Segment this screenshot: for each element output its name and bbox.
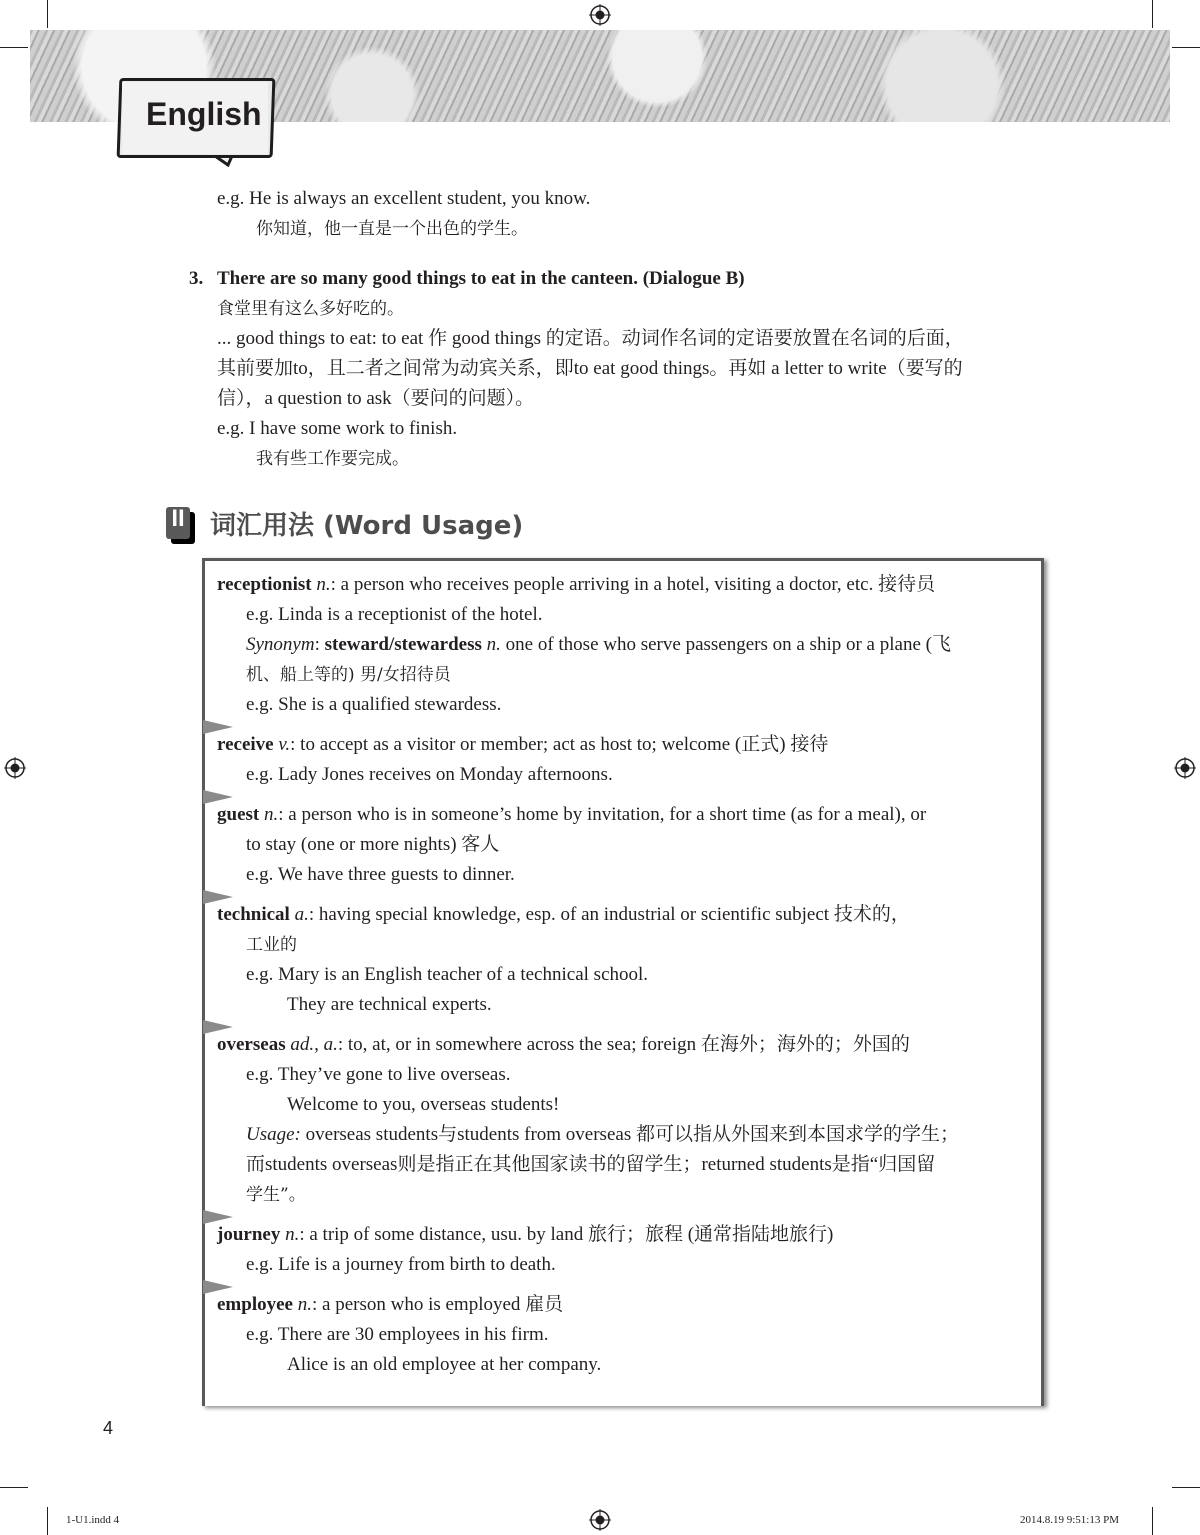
headword: guest [217,804,260,825]
usage-text: 学生”。 [246,1185,306,1205]
crop-mark [1152,1507,1153,1535]
example-sentence: e.g. I have some work to finish. [217,418,458,439]
synonym-word: steward/stewardess [324,634,482,655]
crop-mark [1152,0,1153,28]
registration-mark-icon [589,4,611,26]
part-of-speech: a. [294,904,309,925]
note-explanation-line: ... good things to eat: to eat 作 good things 的定语。动词作名词的定语要放置在名词的后面， [217,328,964,349]
header-label: English [146,96,262,132]
part-of-speech: n. [316,574,331,595]
synonym-line: Synonym: steward/stewardess n. one of those who serve passengers on a ship or a plane (飞 [246,634,951,655]
note-translation: 食堂里有这么多好吃的。 [217,299,404,319]
date-slug: 2014.8.19 9:51:13 PM [1020,1514,1120,1526]
definition: : to, at, or in somewhere across the sea; foreign 在海外；海外的；外国的 [337,1034,910,1055]
synonym-label: Synonym [246,634,315,655]
example-sentence: Welcome to you, overseas students! [287,1094,560,1115]
example-sentence: Alice is an old employee at her company. [287,1354,602,1375]
synonym-definition: one of those who serve passengers on a ship or a plane (飞 [500,634,951,655]
registration-mark-icon [589,1509,611,1531]
vocab-entry-guest [217,800,926,830]
crop-mark [0,1487,28,1488]
example-sentence: e.g. Lady Jones receives on Monday afternoons. [246,764,613,785]
part-of-speech: ad., a. [290,1034,338,1055]
example-sentence: They are technical experts. [287,994,492,1015]
vocab-entry-journey [217,1220,833,1250]
definition: : to accept as a visitor or member; act as host to; welcome (正式) 接待 [290,734,829,755]
note-number: 3. [189,268,204,289]
part-of-speech: n. [297,1294,312,1315]
crop-mark [1172,1487,1200,1488]
example-sentence: e.g. Life is a journey from birth to death. [246,1254,556,1275]
definition: : having special knowledge, esp. of an industrial or scientific subject 技术的， [308,904,910,925]
part-of-speech: v. [278,734,291,755]
usage-label: Usage: [246,1124,301,1145]
note-title: There are so many good things to eat in the canteen. (Dialogue B) [217,268,745,289]
synonym-definition-continued: 机、船上等的) 男/女招待员 [246,665,451,685]
page-number: 4 [103,1418,114,1438]
vocab-entry-receptionist [217,570,935,600]
example-translation: 我有些工作要完成。 [256,449,409,469]
crop-mark [1172,47,1200,48]
definition: : a person who is employed 雇员 [311,1294,564,1315]
part-of-speech: n. [486,634,501,655]
part-of-speech: n. [285,1224,300,1245]
example-sentence: e.g. Linda is a receptionist of the hotel. [246,604,543,625]
vocab-entry-technical [217,900,910,930]
section-title: 词汇用法 (Word Usage) [210,511,524,541]
headword: overseas [217,1034,286,1055]
definition: : a person who is in someone’s home by invitation, for a short time (as for a meal), or [278,804,927,825]
example-sentence: e.g. She is a qualified stewardess. [246,694,502,715]
example-sentence: e.g. He is always an excellent student, you know. [217,188,591,209]
usage-note [246,1120,959,1150]
part-of-speech: n. [263,804,279,825]
definition-continued: to stay (one or more nights) 客人 [246,834,500,855]
vocab-entry-receive [217,730,828,760]
example-sentence: e.g. Mary is an English teacher of a technical school. [246,964,649,985]
vocab-entry-overseas [217,1030,910,1060]
file-slug: 1-U1.indd 4 [66,1514,120,1526]
example-translation: 你知道，他一直是一个出色的学生。 [256,219,528,239]
definition: : a trip of some distance, usu. by land 旅行；旅程 (通常指陆地旅行) [299,1224,834,1245]
headword: receive [217,734,274,755]
headword: receptionist [217,574,312,595]
crop-mark [47,1507,48,1535]
section-numeral: II [171,505,185,532]
example-sentence: e.g. There are 30 employees in his firm. [246,1324,549,1345]
crop-mark [0,47,28,48]
example-sentence: e.g. They’ve gone to live overseas. [246,1064,511,1085]
registration-mark-icon [1174,757,1196,779]
usage-text: overseas students与students from overseas 都可以指从外国来到本国求学的学生； [300,1124,959,1145]
vocab-entry-employee [217,1290,563,1320]
headword: journey [217,1224,281,1245]
registration-mark-icon [4,757,26,779]
example-sentence: e.g. We have three guests to dinner. [246,864,515,885]
note-explanation-line: 信），a question to ask（要问的问题）。 [217,388,535,409]
definition-continued: 工业的 [246,935,297,955]
headword: technical [217,904,290,925]
headword: employee [217,1294,293,1315]
note-explanation-line: 其前要加to，且二者之间常为动宾关系，即to eat good things。再如 a letter to write（要写的 [217,358,963,379]
crop-mark [47,0,48,28]
definition: : a person who receives people arriving in a hotel, visiting a doctor, etc. 接待员 [330,574,936,595]
usage-text: 而students overseas则是指正在其他国家读书的留学生；returned students是指“归国留 [246,1154,936,1175]
